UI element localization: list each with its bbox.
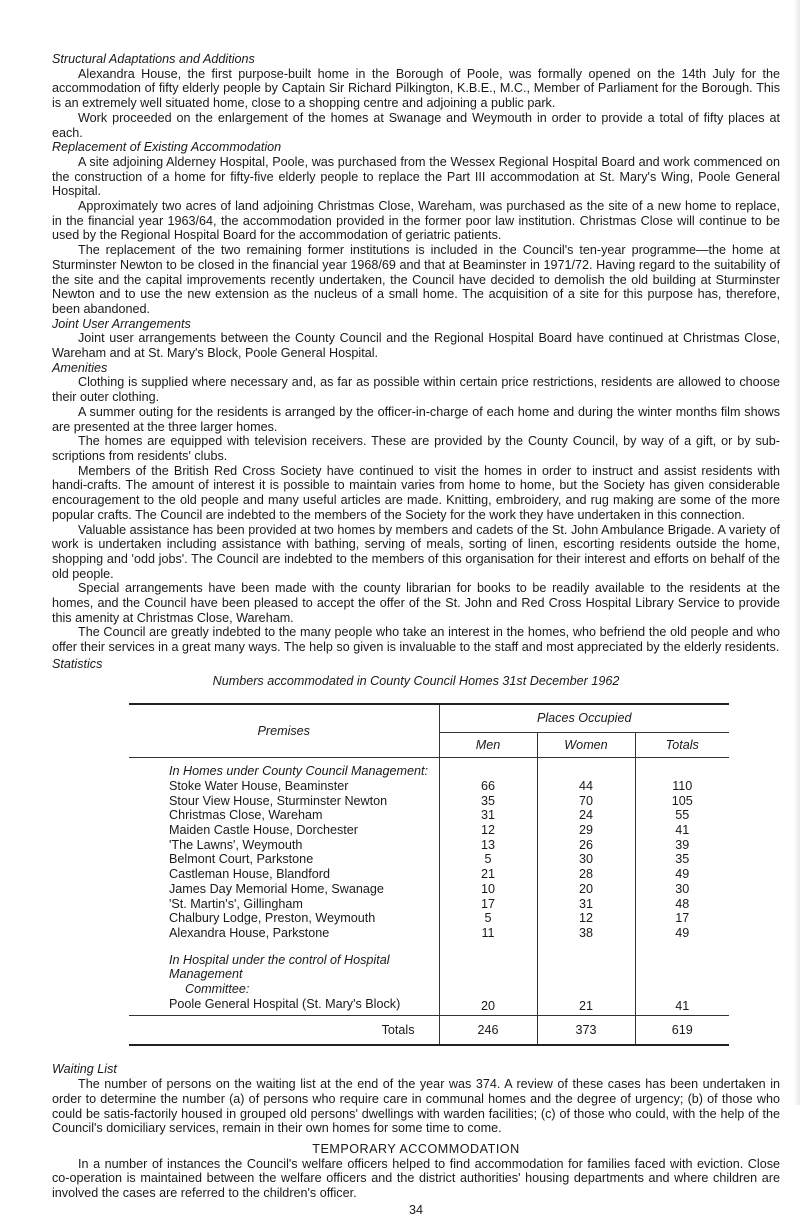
waiting-heading: Waiting List <box>52 1062 117 1077</box>
row-women: 44 <box>537 779 635 794</box>
table-row <box>129 779 729 794</box>
row-men: 10 <box>439 882 537 897</box>
row-premises: 'The Lawns', Weymouth <box>129 838 439 853</box>
page-number: 34 <box>408 1202 423 1217</box>
row-premises: Alexandra House, Parkstone <box>129 926 439 941</box>
row-premises: Maiden Castle House, Dorchester <box>129 823 439 838</box>
amenities-heading: Amenities <box>52 360 108 375</box>
row-women: 12 <box>537 911 635 926</box>
row-total: 39 <box>675 837 690 852</box>
row-total: 49 <box>675 925 690 940</box>
table-row <box>129 926 729 941</box>
statistics-table-title: Numbers accommodated in County Council Homes 31st December 1962 <box>212 673 620 688</box>
statistics-table <box>129 703 729 1046</box>
hospital-total: 41 <box>635 997 729 1016</box>
totals-women: 373 <box>537 1016 635 1046</box>
statistics-heading: Statistics <box>52 656 103 671</box>
structural-p2: Work proceeded on the enlargement of the homes at Swanage and Weymouth in order to provide a total of fifty places at each. <box>52 110 780 140</box>
amenities-p7: The Council are greatly indebted to the many people who take an interest in the homes, who befriend the old people and who offer their services in a great many ways. The help so given is invaluable to the staff and most appreciated by the elderly residents. <box>52 625 780 655</box>
row-premises: Stour View House, Sturminster Newton <box>129 794 439 809</box>
structural-p1: Alexandra House, the first purpose-built home in the Borough of Poole, was formally opened on the 14th July for the accommodation of fifty elderly people by Captain Sir Richard Pilkington, K.B.E., M.C., Member of Parliament for the Borough. This is an extremely well situated home, close to a shopping centre and adjoining a public park. <box>52 66 780 111</box>
row-premises: Castleman House, Blandford <box>129 867 439 882</box>
row-men: 5 <box>439 911 537 926</box>
structural-heading: Structural Adaptations and Additions <box>52 52 255 66</box>
col-men-header: Men <box>439 732 537 757</box>
row-women: 38 <box>537 926 635 941</box>
table-row <box>129 838 729 853</box>
table-row <box>129 897 729 912</box>
totals-total: 619 <box>635 1016 729 1046</box>
hospital-premises: Poole General Hospital (St. Mary's Block) <box>129 997 439 1016</box>
row-total: 41 <box>675 823 690 838</box>
replacement-heading: Replacement of Existing Accommodation <box>52 140 282 155</box>
row-premises: James Day Memorial Home, Swanage <box>129 882 439 897</box>
replacement-p2: Approximately two acres of land adjoining Christmas Close, Wareham, was purchased as the site of a new home to replace, in the financial year 1963/64, the accommodation provided in the former poor law institution. Christmas Close will continue to be used by the Regional Hospital Board for the accommodation of geriatric patients. <box>52 199 780 243</box>
totals-men: 246 <box>439 1016 537 1046</box>
row-total: 30 <box>675 881 690 896</box>
section-council-label: In Homes under County Council Management: <box>129 764 439 779</box>
col-premises-header: Premises <box>129 704 439 758</box>
row-men: 66 <box>439 779 537 794</box>
amenities-p5: Valuable assistance has been provided at two homes by members and cadets of the St. John Ambulance Brigade. A variety of work is undertaken including assistance with bathing, serving of meals, sorting of linen, escorting residents outside the home, shopping and 'odd jobs'. The Council are indebted to the members of this organisation for their interest and efforts on behalf of the old people. <box>52 522 780 581</box>
row-men: 35 <box>439 794 537 809</box>
table-row <box>129 882 729 897</box>
row-women: 29 <box>537 823 635 838</box>
row-premises: Belmont Court, Parkstone <box>129 852 439 867</box>
hospital-women: 21 <box>537 997 635 1016</box>
table-row <box>129 794 729 809</box>
amenities-p3: The homes are equipped with television receivers. These are provided by the County Council, by way of a gift, or by sub-scriptions from residents' clubs. <box>52 434 780 463</box>
row-total: 105 <box>671 793 693 808</box>
row-premises: Christmas Close, Wareham <box>129 808 439 823</box>
joint-heading: Joint User Arrangements <box>52 316 191 331</box>
amenities-p1: Clothing is supplied where necessary and, as far as possible within certain price restrictions, residents are allowed to choose their outer clothing. <box>52 375 780 405</box>
section-hospital-label-2: Committee: <box>129 982 439 997</box>
table-row <box>129 823 729 838</box>
replacement-p3: The replacement of the two remaining former institutions is included in the Council's ten-year programme—the home at Sturminster Newton to be closed in the financial year 1968/69 and that at Beaminster in 1971/72. Having regard to the suitability of the site and the capital improvements recently undertaken, the Council have decided to demolish the old building at Sturminster Newton and to use the new extension as the nucleus of a small home. The acquisition of a site for this purpose has, therefore, been abandoned. <box>52 243 780 316</box>
document-page <box>52 52 780 1230</box>
row-men: 17 <box>439 897 537 912</box>
replacement-p1: A site adjoining Alderney Hospital, Poole, was purchased from the Wessex Regional Hospital Board and work commenced on the construction of a home for fifty-five elderly people to replace the Part III accommodation at St. Mary's Wing, Poole General Hospital. <box>52 154 780 199</box>
row-women: 26 <box>537 838 635 853</box>
row-men: 12 <box>439 823 537 838</box>
row-men: 11 <box>439 926 537 941</box>
row-premises: 'St. Martin's', Gillingham <box>129 897 439 912</box>
col-places-header: Places Occupied <box>439 704 729 732</box>
row-women: 20 <box>537 882 635 897</box>
row-total: 17 <box>675 911 690 926</box>
row-total: 110 <box>672 778 693 793</box>
amenities-p6: Special arrangements have been made with the county librarian for books to be readily available to the residents at the homes, and the Council have been pleased to accept the offer of the St. John and Red Cross Hospital Library Service to provide this amenity at Christmas Close, Wareham. <box>52 581 780 625</box>
totals-row <box>129 1016 729 1046</box>
council-rows <box>129 779 729 941</box>
temporary-heading: TEMPORARY ACCOMMODATION <box>312 1142 520 1156</box>
table-row <box>129 911 729 926</box>
row-women: 30 <box>537 852 635 867</box>
amenities-p2: A summer outing for the residents is arranged by the officer-in-charge of each home and during the winter months film shows are presented at the three larger homes. <box>52 404 780 434</box>
row-premises: Stoke Water House, Beaminster <box>129 779 439 794</box>
col-totals-header: Totals <box>635 732 729 757</box>
row-men: 5 <box>439 852 537 867</box>
row-women: 70 <box>537 794 635 809</box>
table-row <box>129 867 729 882</box>
row-total: 48 <box>675 896 690 911</box>
row-total: 49 <box>675 867 690 882</box>
row-women: 28 <box>537 867 635 882</box>
row-women: 24 <box>537 808 635 823</box>
temporary-p1: In a number of instances the Council's welfare officers helped to find accommodation for families faced with eviction. Close co-operation is maintained between the welfare officers and the district authorities' housing departments and where children are involved the cases are referred to the children's officer. <box>52 1156 780 1201</box>
row-women: 31 <box>537 897 635 912</box>
amenities-p4: Members of the British Red Cross Society have continued to visit the homes in order to instruct and assist residents with handi-crafts. The amount of interest it is possible to maintain varies from home to home, but the Society has given considerable encouragement to the old people and many useful articles are made. Knitting, embroidery, and rug making are some of the more popular crafts. The Council are indebted to the members of the Society for the work they have undertaken in this connection. <box>52 463 780 522</box>
row-men: 13 <box>439 838 537 853</box>
hospital-men: 20 <box>439 997 537 1016</box>
table-row <box>129 852 729 867</box>
joint-p1: Joint user arrangements between the County Council and the Regional Hospital Board have continued at Christmas Close, Wareham and at St. Mary's Block, Poole General Hospital. <box>52 331 780 361</box>
row-men: 31 <box>439 808 537 823</box>
row-total: 35 <box>675 852 690 867</box>
page-edge-shadow <box>794 0 800 1105</box>
row-premises: Chalbury Lodge, Preston, Weymouth <box>129 911 439 926</box>
totals-label: Totals <box>129 1016 439 1046</box>
row-men: 21 <box>439 867 537 882</box>
col-women-header: Women <box>537 732 635 757</box>
row-total: 55 <box>675 808 690 823</box>
table-row <box>129 808 729 823</box>
waiting-p1: The number of persons on the waiting list at the end of the year was 374. A review of these cases has been undertaken in order to determine the number (a) of persons who require care in communal homes and the degree of urgency; (b) of those who could be satis-factorily housed in grouped old persons' dwellings with warden facilities; (c) of those who could, with the help of the Council's domiciliary services, remain in their own homes for some time to come. <box>52 1077 780 1136</box>
hospital-row <box>129 997 729 1016</box>
section-hospital-label-1: In Hospital under the control of Hospital Management <box>129 953 439 982</box>
